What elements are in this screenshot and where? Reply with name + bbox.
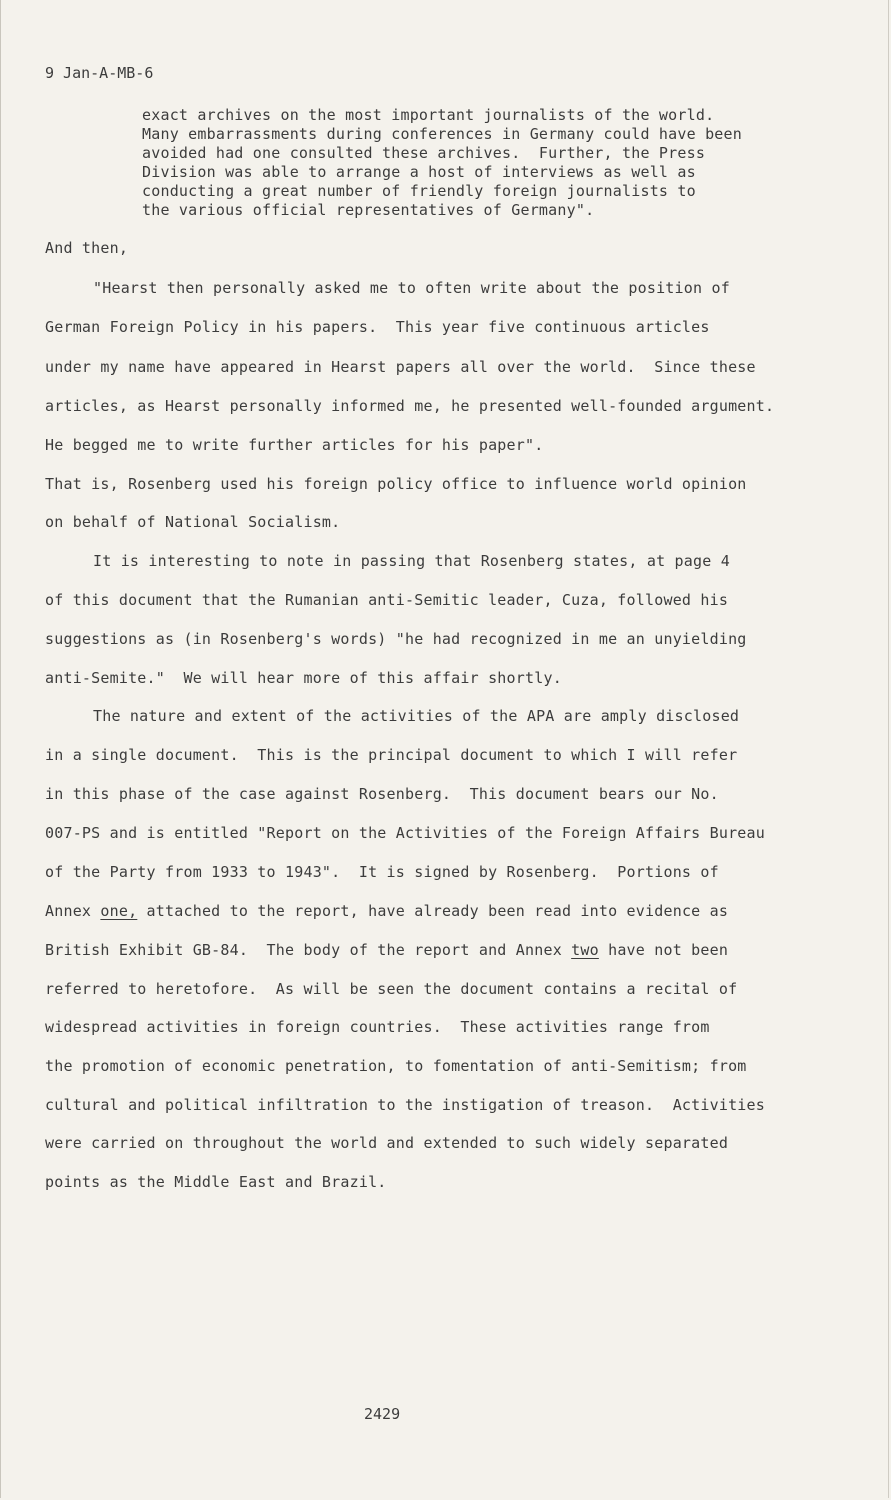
quote-line: conducting a great number of friendly foreign journalists to — [142, 182, 696, 200]
page-number: 2429 — [364, 1405, 401, 1423]
body-line: widespread activities in foreign countries. These activities range from — [45, 1018, 710, 1036]
body-line: It is interesting to note in passing that Rosenberg states, at page 4 — [93, 552, 730, 570]
body-line: under my name have appeared in Hearst papers all over the world. Since these — [45, 358, 756, 376]
body-line: German Foreign Policy in his papers. This year five continuous articles — [45, 318, 710, 336]
body-line: That is, Rosenberg used his foreign policy office to influence world opinion — [45, 475, 747, 493]
body-line: of this document that the Rumanian anti-Semitic leader, Cuza, followed his — [45, 591, 729, 609]
body-line: in this phase of the case against Rosenberg. This document bears our No. — [45, 785, 719, 803]
body-line: suggestions as (in Rosenberg's words) "he had recognized in me an unyielding — [45, 630, 747, 648]
body-line: "Hearst then personally asked me to often write about the position of — [93, 279, 730, 297]
body-line: 007-PS and is entitled "Report on the Activities of the Foreign Affairs Bureau — [45, 824, 765, 842]
body-line: of the Party from 1933 to 1943". It is signed by Rosenberg. Portions of — [45, 863, 719, 881]
body-line: articles, as Hearst personally informed me, he presented well-founded argument. — [45, 397, 775, 415]
body-line — [45, 902, 728, 920]
document-reference: 9 Jan-A-MB-6 — [45, 64, 154, 82]
body-line: in a single document. This is the principal document to which I will refer — [45, 746, 738, 764]
text-segment: Annex — [45, 902, 101, 920]
quote-line: Many embarrassments during conferences in Germany could have been — [142, 125, 742, 143]
underlined-word: two — [571, 941, 599, 959]
and-then-text: And then, — [45, 239, 129, 257]
quote-line: exact archives on the most important journalists of the world. — [142, 106, 715, 124]
body-line: The nature and extent of the activities of the APA are amply disclosed — [93, 707, 740, 725]
quote-line: the various official representatives of Germany". — [142, 201, 595, 219]
body-line — [45, 941, 728, 959]
quote-line: Division was able to arrange a host of interviews as well as — [142, 163, 696, 181]
quote-line: avoided had one consulted these archives. Further, the Press — [142, 144, 706, 162]
body-line: on behalf of National Socialism. — [45, 513, 341, 531]
body-line: referred to heretofore. As will be seen the document contains a recital of — [45, 980, 738, 998]
body-line: anti-Semite." We will hear more of this affair shortly. — [45, 669, 562, 687]
body-line: cultural and political infiltration to the instigation of treason. Activities — [45, 1096, 765, 1114]
body-line: the promotion of economic penetration, to fomentation of anti-Semitism; from — [45, 1057, 747, 1075]
text-segment: have not been — [598, 941, 729, 959]
body-line: points as the Middle East and Brazil. — [45, 1173, 387, 1191]
text-segment: British Exhibit GB-84. The body of the report and Annex — [45, 941, 572, 959]
body-line: were carried on throughout the world and extended to such widely separated — [45, 1134, 729, 1152]
underlined-word: one, — [100, 902, 138, 920]
text-segment: attached to the report, have already been read into evidence as — [137, 902, 729, 920]
body-line: He begged me to write further articles for his paper". — [45, 436, 544, 454]
